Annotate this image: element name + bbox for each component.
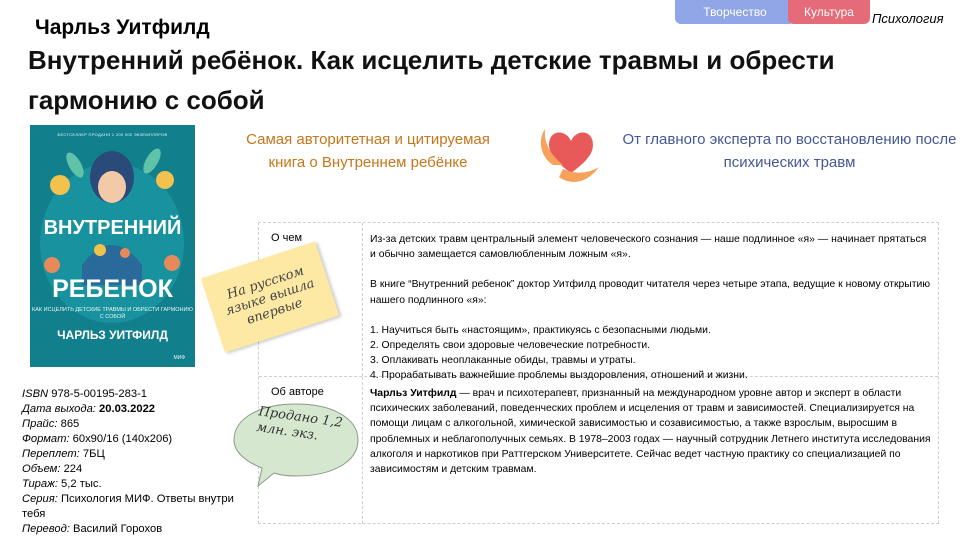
spec-value: 865 [60, 418, 80, 430]
spec-print-run [22, 477, 254, 492]
about-text [370, 232, 932, 384]
about-list-item: 2. Определять свои здоровые человеческие потребности. [370, 340, 651, 352]
tab-creativity-label: Творчество [703, 5, 767, 19]
author-info-name: Чарльз Уитфилд [370, 388, 457, 399]
cover-subtitle: КАК ИСЦЕЛИТЬ ДЕТСКИЕ ТРАВМЫ И ОБРЕСТИ ГАРМОНИЮ С СОБОЙ [32, 307, 193, 320]
cover-author: ЧАРЛЬЗ УИТФИЛД [57, 328, 168, 342]
spec-value: 20.03.2022 [99, 403, 156, 415]
about-list-item: 1. Научиться быть «настоящим», практикуясь с безопасными людьми. [370, 324, 711, 336]
spec-label: Тираж: [22, 478, 58, 490]
spec-binding [22, 447, 254, 462]
tab-psychology[interactable] [872, 6, 944, 30]
tab-culture[interactable] [788, 0, 870, 24]
book-specs [22, 387, 254, 537]
spec-value: 60х90/16 (140х206) [72, 433, 173, 445]
tagline-right: От главного эксперта по восстановлению после психических травм [622, 131, 957, 171]
author-info-bio: — врач и психотерапевт, признанный на международном уровне автор и эксперт в области психических заболеваний, поведенческих проблем и исцеления от травм и зависимостей. Специализируется на помощи лицам с алкогольной, химической зависимостью и созависимостью, а также взрослым, выросшим в проблемных и неблагополучных семьях. В 1978–2003 годах — научный сотрудник Летнего института исследования алкоголя и наркотиков при Раттгерском Университете. Сейчас ведет частную практику со специализацией по зависимостям и детским травмам. [370, 388, 931, 476]
spec-value: Психология МИФ. Ответы внутри тебя [22, 493, 234, 520]
spec-value: 978-5-00195-283-1 [51, 388, 148, 400]
spec-label: Прайс: [22, 418, 58, 430]
tab-culture-label: Культура [804, 5, 854, 19]
spec-label: Перевод: [22, 523, 70, 535]
spec-label: Переплет: [22, 448, 80, 460]
tab-psychology-label: Психология [872, 10, 944, 26]
spec-label: Объем: [22, 463, 61, 475]
about-paragraph-1: Из-за детских травм центральный элемент человеческого сознания — наше подлинное «я» — начинает прятаться и обычно замещается самовлюбленным ложным «я». [370, 234, 927, 261]
author-name: Чарльз Уитфилд [35, 16, 210, 39]
cover-title-line1: ВНУТРЕННИЙ [43, 217, 182, 239]
spec-label: Серия: [22, 493, 58, 505]
about-paragraph-2: В книге “Внутренний ребенок” доктор Уитфилд проводит читателя через четыре этапа, ведущие к новому открытию нашего подлинного «я»: [370, 279, 931, 306]
cover-title-line2: РЕБЕНОК [52, 275, 173, 303]
spec-pages [22, 462, 254, 477]
sticky-note-text: На русском языке вышла впервые [223, 263, 317, 328]
spec-price [22, 417, 254, 432]
book-cover [30, 125, 195, 367]
author-info-text [370, 386, 932, 477]
spec-date [22, 402, 254, 417]
spec-label: Формат: [22, 433, 70, 445]
speech-bubble-text: Продано 1,2 млн. экз. [255, 404, 344, 444]
heart-hands-icon [533, 115, 608, 190]
author-info-label: Об авторе [271, 386, 324, 398]
about-row [259, 223, 938, 382]
spec-isbn [22, 387, 254, 402]
book-title: Внутренний ребёнок. Как исцелить детские травмы и обрести гармонию с собой [28, 45, 835, 115]
spec-label: ISBN [22, 388, 49, 400]
spec-value: 5,2 тыс. [61, 478, 102, 490]
spec-format [22, 432, 254, 447]
tagline-left: Самая авторитетная и цитируемая книга о Внутреннем ребёнке [246, 131, 490, 171]
spec-value: 7БЦ [82, 448, 105, 460]
spec-label: Дата выхода: [22, 403, 96, 415]
column-divider [362, 377, 363, 524]
tab-creativity[interactable] [675, 0, 795, 24]
about-list-item: 4. Прорабатывать важнейшие проблемы выздоровления, отношений и жизни. [370, 370, 748, 382]
spec-value: 224 [63, 463, 83, 475]
about-label: О чем [271, 232, 303, 244]
cover-publisher-mark: МИФ [173, 355, 185, 361]
about-list-item: 3. Оплакивать неоплаканные обиды, травмы и утраты. [370, 355, 636, 367]
spec-translator [22, 522, 254, 537]
spec-value: Василий Горохов [73, 523, 163, 535]
cover-publisher-line: БЕСТСЕЛЛЕР ПРОДАНО 1 200 000 ЭКЗЕМПЛЯРОВ [57, 132, 168, 137]
spec-series [22, 492, 254, 522]
column-divider [362, 223, 363, 376]
